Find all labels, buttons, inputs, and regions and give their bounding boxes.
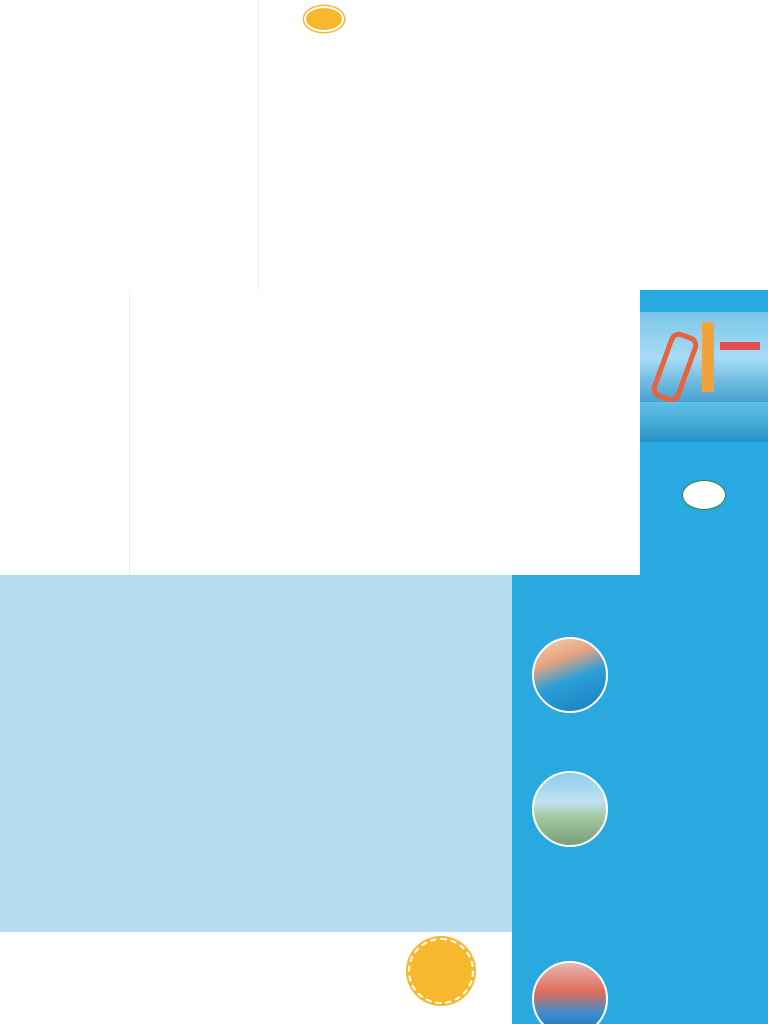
- right-title: [512, 575, 768, 587]
- pavilion-photo: [532, 771, 608, 847]
- cover-year: [640, 304, 768, 306]
- woodlands-logo: [682, 480, 726, 510]
- splash-guide-cover: [640, 290, 768, 575]
- punch-card-panel: [130, 0, 258, 290]
- pavilion-rental-section: [532, 739, 758, 879]
- swim-socialize-panel: [0, 0, 130, 290]
- pool-schedule-panel: [0, 290, 130, 575]
- pool-faq-panel: [258, 0, 388, 290]
- spraygrounds-panel: [0, 932, 512, 1024]
- township-map: [0, 575, 512, 932]
- pool-rental-section: [532, 637, 758, 727]
- pool-cards-mid: [130, 290, 640, 575]
- red-hot-pool-section: [532, 957, 758, 1024]
- map-graphic: [0, 575, 512, 932]
- cover-title: [640, 290, 768, 304]
- slide-canopy-shape: [720, 342, 760, 350]
- splash-into-summer-panel: [512, 575, 768, 1024]
- red-hot-pool-photo: [532, 961, 608, 1024]
- water-slide-shape: [649, 329, 701, 405]
- pool-faq-badge: [304, 6, 344, 32]
- pool-water-shape: [640, 402, 768, 442]
- sprayground-faq-badge: [408, 938, 474, 1004]
- slide-tower-shape: [702, 322, 714, 392]
- pool-cards-top: [388, 0, 768, 290]
- pool-rental-photo: [532, 637, 608, 713]
- cover-photo: [640, 312, 768, 442]
